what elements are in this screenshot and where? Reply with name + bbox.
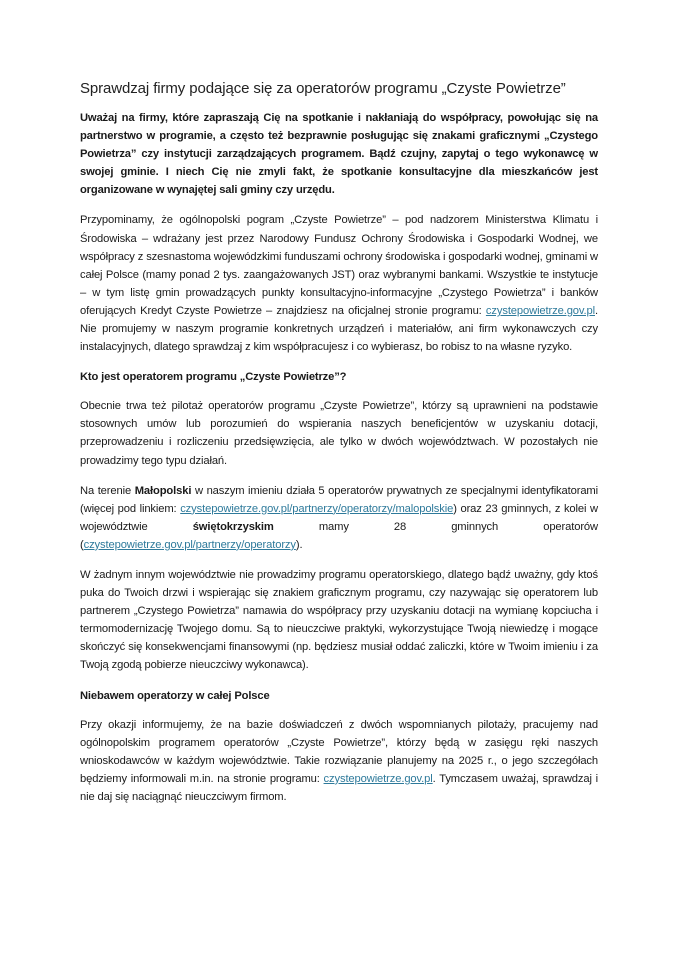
region-malopolska: Małopolski (134, 484, 192, 497)
paragraph-text: . Tymczasem uważaj, sprawdzaj i nie daj się naciągnąć nieuczciwym firmom. (80, 772, 598, 803)
pilot-paragraph: Obecnie trwa też pilotaż operatorów programu „Czyste Powietrze”, którzy są uprawnieni na podstawie stosownych umów lub porozumień do wspierania naszych beneficjentów w uzyskaniu dotacji, przeprowadzeniu i rozliczeniu przedsięwzięcia, ale tylko w dwóch województwach. W pozostałych nie prowadzimy tego typu działań. (80, 400, 598, 467)
regions-paragraph (80, 482, 598, 554)
lead-paragraph: Uważaj na firmy, które zapraszają Cię na spotkanie i nakłaniają do współpracy, powołując się na partnerstwo w programie, a często też bezprawnie posługując się znakami graficznymi „Czystego Powietrza” czy instytucji zarządzających programem. Bądź czujny, zapytaj o tego wykonawcę w swojej gminie. I niech Cię nie zmyli fakt, że spotkanie konsultacyjne dla mieszkańców jest organizowane w wynajętej sali gminy czy urzędu. (80, 112, 598, 197)
intro-paragraph (80, 211, 598, 356)
paragraph-text: w naszym imieniu działa 5 operatorów prywatnych ze specjalnymi identyfikatorami (więcej pod linkiem: (80, 484, 599, 515)
paragraph-text: Przypominamy, że ogólnopolski pogram „Czyste Powietrze” – pod nadzorem Ministerstwa Klimatu i Środowiska – wdrażany jest przez Narodowy Fundusz Ochrony Środowiska i Gospodarki Wodnej, we współpracy z szesnastoma wojewódzkimi funduszami ochrony środowiska i gospodarki wodnej, gminami w całej Polsce (mamy ponad 2 tys. zaangażowanych JST) oraz wybranymi bankami. Wszystkie te instytucje – w tym listę gmin prowadzących punkty konsultacyjno-informacyjne „Czystego Powietrza” i banków oferujących Kredyt Czyste Powietrze – znajdziesz na oficjalnej stronie programu: (80, 214, 599, 317)
malopolskie-operators-link[interactable]: czystepowietrze.gov.pl/partnerzy/operatorzy/malopolskie (180, 502, 454, 515)
nationwide-paragraph (80, 716, 598, 806)
region-swietokrzyskie: świętokrzyskim (192, 520, 274, 533)
document-page (80, 80, 598, 818)
program-website-link-2[interactable]: czystepowietrze.gov.pl (323, 772, 433, 785)
paragraph-text: ). (295, 538, 303, 551)
paragraph-text: Na terenie (80, 484, 135, 497)
section-heading-nationwide: Niebawem operatorzy w całej Polsce (80, 689, 270, 702)
document-title: Sprawdzaj firmy podające się za operatorów programu „Czyste Powietrze” (80, 80, 566, 97)
program-website-link[interactable]: czystepowietrze.gov.pl (485, 304, 595, 317)
paragraph-text: . Nie promujemy w naszym programie konkretnych urządzeń i materiałów, ani firm wykonawczych czy instalacyjnych, dlatego sprawdzaj z kim współpracujesz i co wybierasz, bo robisz to na własne ryzyko. (80, 304, 598, 354)
warning-paragraph: W żadnym innym województwie nie prowadzimy programu operatorskiego, dlatego bądź uważny, gdy ktoś puka do Twoich drzwi i wspierając się znakiem graficznym programu, czy nazywając się operatorem lub partnerem „Czystego Powietrza” namawia do współpracy przy uzyskaniu dotacji na wymianę kopciucha i termomodernizację Twojego domu. Są to nieuczciwe praktyki, wykorzystujące Twoją niewiedzę i mogące skończyć się konsekwencjami finansowymi (np. będziesz musiał oddać zaliczki, które w Twoim imieniu i za Twoją zgodą pobierze nieuczciwy wykonawca). (80, 568, 598, 672)
paragraph-text: Przy okazji informujemy, że na bazie doświadczeń z dwóch wspomnianych pilotaży, pracujemy nad ogólnopolskim programem operatorów „Czyste Powietrze”, którzy będą w zasięgu ręki naszych wnioskodawców w każdym województwie. Takie rozwiązanie planujemy na 2025 r., o jego szczegółach będziemy informowali m.in. na stronie programu: (80, 718, 598, 785)
section-heading-operators: Kto jest operatorem programu „Czyste Powietrze”? (80, 371, 347, 384)
paragraph-text: mamy 28 gminnych operatorów ( (80, 520, 598, 551)
operators-link[interactable]: czystepowietrze.gov.pl/partnerzy/operatorzy (83, 538, 296, 551)
paragraph-text: ) oraz 23 gminnych, z kolei w województwie (80, 502, 598, 533)
